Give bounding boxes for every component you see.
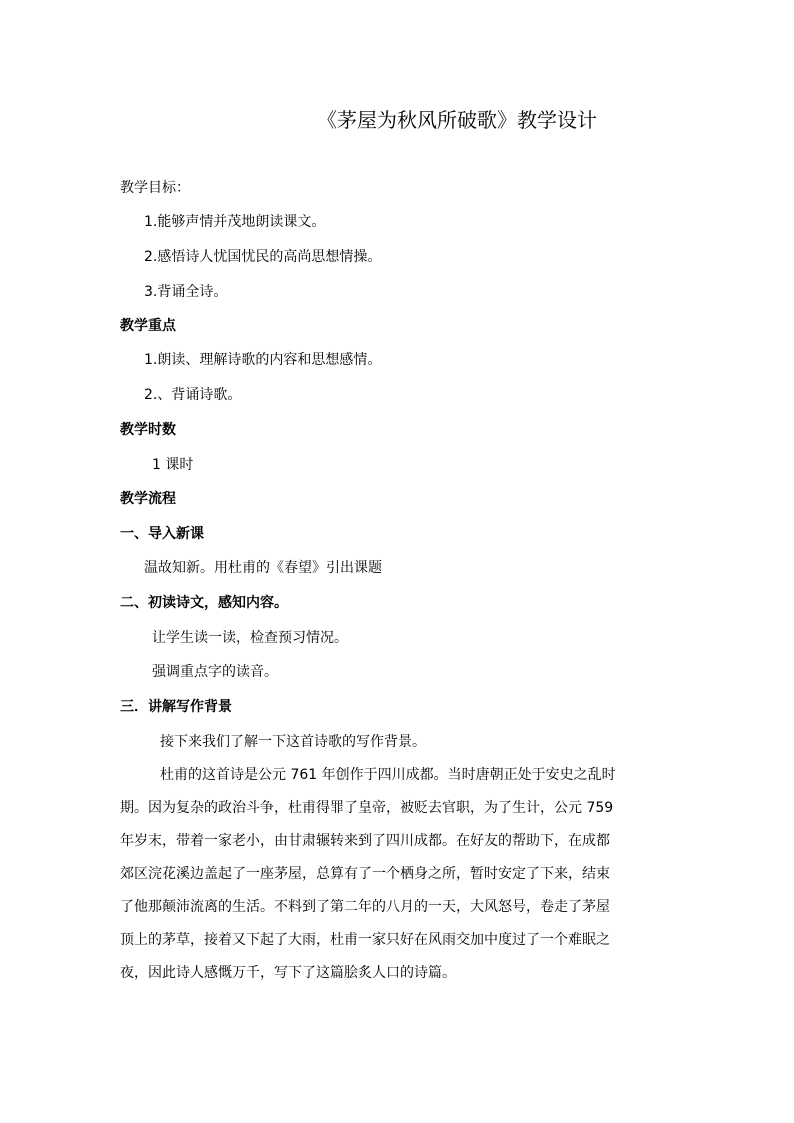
focus-heading: 教学重点 [120, 318, 176, 334]
paragraph-line-1: 杜甫的这首诗是公元 761 年创作于四川成都。当时唐朝正处于安史之乱时 [160, 767, 616, 783]
goal-item-2: 2.感悟诗人忧国忧民的高尚思想情操。 [144, 249, 382, 265]
hours-heading: 教学时数 [120, 422, 176, 438]
section3-intro: 接下来我们了解一下这首诗歌的写作背景。 [160, 734, 426, 750]
section3-heading: 三．讲解写作背景 [120, 699, 232, 715]
section1-heading: 一、导入新课 [120, 526, 204, 542]
paragraph-line-2: 期。因为复杂的政治斗争，杜甫得罪了皇帝，被贬去官职，为了生计，公元 759 [120, 800, 614, 816]
section2-item-1: 让学生读一读，检查预习情况。 [152, 630, 348, 646]
paragraph-line-4: 郊区浣花溪边盖起了一座茅屋，总算有了一个栖身之所，暂时安定了下来，结束 [120, 866, 610, 882]
paragraph-line-7: 夜，因此诗人感慨万千，写下了这篇脍炙人口的诗篇。 [120, 965, 456, 981]
hours-value: 1 课时 [152, 457, 194, 473]
section3-paragraph [120, 759, 676, 990]
goal-item-1: 1.能够声情并茂地朗读课文。 [144, 214, 326, 230]
focus-item-1: 1.朗读、理解诗歌的内容和思想感情。 [144, 352, 382, 368]
focus-item-2: 2.、背诵诗歌。 [144, 387, 242, 403]
paragraph-line-6: 顶上的茅草，接着又下起了大雨，杜甫一家只好在风雨交加中度过了一个难眠之 [120, 932, 610, 948]
section2-heading: 二、初读诗文，感知内容。 [120, 595, 288, 611]
goal-item-3: 3.背诵全诗。 [144, 284, 228, 300]
section2-item-2: 强调重点字的读音。 [152, 664, 278, 680]
process-heading: 教学流程 [120, 491, 176, 507]
document-title: 《茅屋为秋风所破歌》教学设计 [317, 108, 597, 132]
section1-text: 温故知新。用杜甫的《春望》引出课题 [144, 560, 382, 576]
goals-heading: 教学目标： [120, 180, 190, 196]
paragraph-line-5: 了他那颠沛流离的生活。不料到了第二年的八月的一天，大风怒号，卷走了茅屋 [120, 899, 610, 915]
paragraph-line-3: 年岁末，带着一家老小，由甘肃辗转来到了四川成都。在好友的帮助下，在成都 [120, 833, 610, 849]
